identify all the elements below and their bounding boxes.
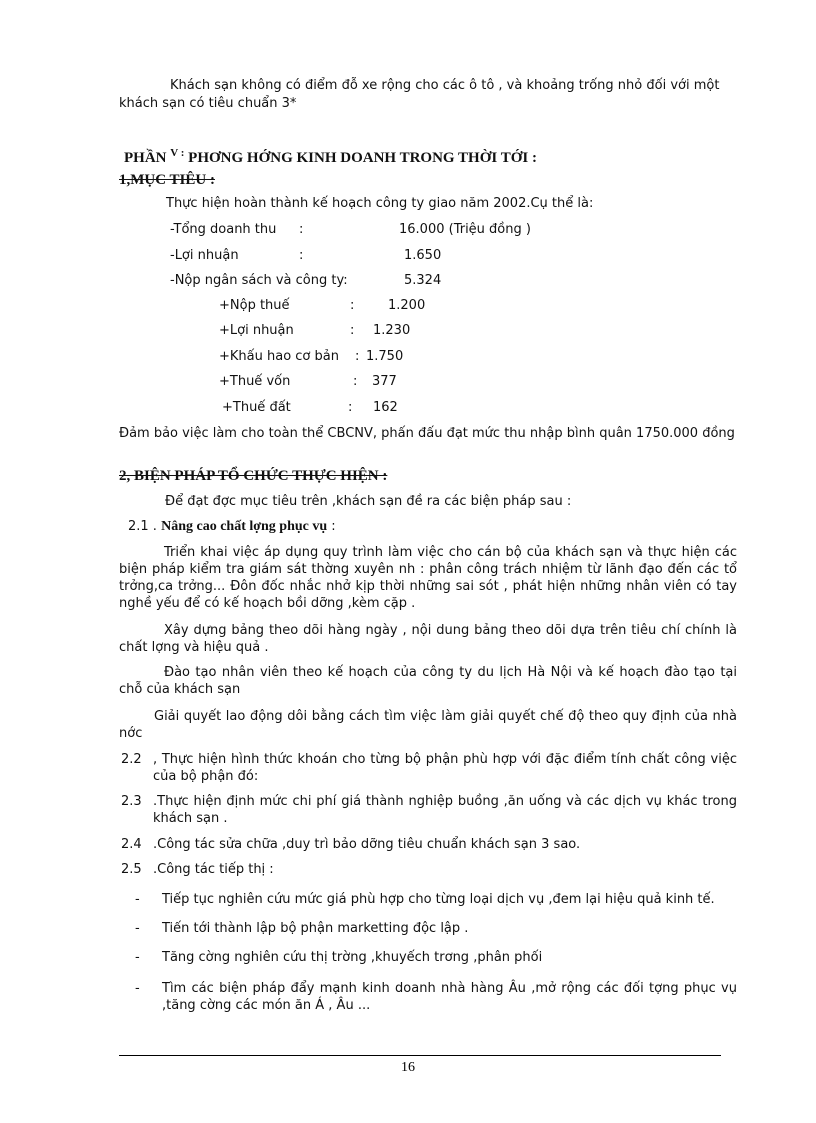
- paragraph-labor: Giải quyết lao động dôi bằng cách tìm việc làm giải quyết chế độ theo quy định của nhà nớc: [119, 709, 737, 741]
- budget-sub-value: 162: [373, 400, 398, 415]
- budget-sub-value: 1.200: [388, 298, 426, 313]
- subsection-number: 2.1 .: [128, 519, 157, 534]
- target-separator: :: [299, 222, 304, 237]
- budget-sub-value: 1.750: [366, 349, 404, 364]
- item-text: .Công tác sửa chữa ,duy trì bảo dỡng tiêu chuẩn khách sạn 3 sao.: [153, 837, 581, 852]
- bullet-text: Tiếp tục nghiên cứu mức giá phù hợp cho từng loại dịch vụ ,đem lại hiệu quả kinh tế.: [162, 892, 715, 907]
- budget-sub-label: +Thuế vốn: [219, 374, 291, 389]
- bullet-dash: -: [135, 892, 140, 907]
- budget-sub-separator: :: [348, 400, 353, 415]
- target-label: -Nộp ngân sách và công ty:: [170, 273, 348, 288]
- budget-sub-label: +Lợi nhuận: [219, 323, 294, 338]
- paragraph-training: Đào tạo nhân viên theo kế hoạch của công ty du lịch Hà Nội và kế hoạch đào tạo tại chỗ của khách sạn: [119, 665, 737, 697]
- item-number: 2.3: [121, 794, 142, 809]
- section-1-closing: Đảm bảo việc làm cho toàn thể CBCNV, phấn đấu đạt mức thu nhập bình quân 1750.000 đồng: [119, 426, 735, 441]
- budget-sub-value: 1.230: [373, 323, 411, 338]
- section-2-intro: Để đạt đợc mục tiêu trên ,khách sạn đề ra các biện pháp sau :: [165, 494, 572, 509]
- target-separator: :: [299, 248, 304, 263]
- budget-sub-label: +Thuế đất: [222, 400, 291, 415]
- target-value: 1.650: [404, 248, 442, 263]
- target-value: 16.000 (Triệu đồng ): [399, 222, 531, 237]
- bullet-text: Tăng cờng nghiên cứu thị trờng ,khuyếch trơng ,phân phối: [162, 950, 543, 965]
- target-value: 5.324: [404, 273, 442, 288]
- item-text: , Thực hiện hình thức khoán cho từng bộ phận phù hợp với đặc điểm tính chất công việc của bộ phận đó:: [153, 752, 737, 784]
- intro-line-2: khách sạn có tiêu chuẩn 3*: [119, 96, 297, 111]
- paragraph-tracking: Xây dựng bảng theo dõi hàng ngày , nội dung bảng theo dõi dựa trên tiêu chí chính là chất lợng và hiệu quả .: [119, 623, 737, 655]
- budget-sub-label: +Khấu hao cơ bản: [219, 349, 339, 364]
- item-number: 2.5: [121, 862, 142, 877]
- paragraph-process: Triển khai việc áp dụng quy trình làm việc cho cán bộ của khách sạn và thực hiện các biện pháp kiểm tra giám sát thờng xuyên nh : phân công trách nhiệm từ lãnh đạo đến các tổ trởng,ca trởng... Đôn đốc nhắc nhở kịp thời những sai sót , phát hiện những nhân viên có tay nghề yếu để có kế hoạch bồi dỡng ,kèm cặp .: [119, 545, 737, 611]
- budget-sub-label: +Nộp thuế: [219, 298, 290, 313]
- bullet-text: Tìm các biện pháp đẩy mạnh kinh doanh nhà hàng Âu ,mở rộng các đối tợng phục vụ ,tăng cờng các món ăn Á , Âu ...: [162, 981, 737, 1013]
- item-number: 2.4: [121, 837, 142, 852]
- subsection-colon: :: [327, 519, 336, 534]
- footer-rule: [119, 1055, 721, 1056]
- section-2-heading: 2, BIỆN PHÁP TỔ CHỨC THỰC HIỆN :: [119, 468, 388, 484]
- bullet-dash: -: [135, 950, 140, 965]
- item-number: 2.2: [121, 752, 142, 767]
- part-title-prefix: PHẦN: [124, 150, 167, 166]
- part-heading: [124, 147, 537, 170]
- part-title-rest: PHƠNG HỚNG KINH DOANH TRONG THỜI TỚI :: [188, 150, 537, 166]
- part-title-superscript: V :: [170, 147, 185, 159]
- subsection-title: Nâng cao chất lợng phục vụ: [161, 519, 328, 534]
- bullet-dash: -: [135, 981, 140, 996]
- target-label: -Tổng doanh thu: [170, 222, 277, 237]
- budget-sub-separator: :: [355, 349, 360, 364]
- budget-sub-value: 377: [372, 374, 397, 389]
- page-number: 16: [401, 1060, 415, 1075]
- item-text: .Thực hiện định mức chi phí giá thành nghiệp buồng ,ăn uống và các dịch vụ khác trong khách sạn .: [153, 794, 737, 826]
- budget-sub-separator: :: [353, 374, 358, 389]
- bullet-dash: -: [135, 921, 140, 936]
- target-label: -Lợi nhuận: [170, 248, 239, 263]
- section-1-intro: Thực hiện hoàn thành kế hoạch công ty giao năm 2002.Cụ thể là:: [166, 196, 594, 211]
- intro-line-1: Khách sạn không có điểm đỗ xe rộng cho các ô tô , và khoảng trống nhỏ đối với một: [170, 78, 720, 93]
- subsection-2-1-heading: [128, 518, 336, 535]
- bullet-text: Tiến tới thành lập bộ phận marketting độc lập .: [162, 921, 469, 936]
- section-1-heading: 1,MỤC TIÊU :: [119, 172, 215, 188]
- budget-sub-separator: :: [350, 298, 355, 313]
- budget-sub-separator: :: [350, 323, 355, 338]
- item-text: .Công tác tiếp thị :: [153, 862, 274, 877]
